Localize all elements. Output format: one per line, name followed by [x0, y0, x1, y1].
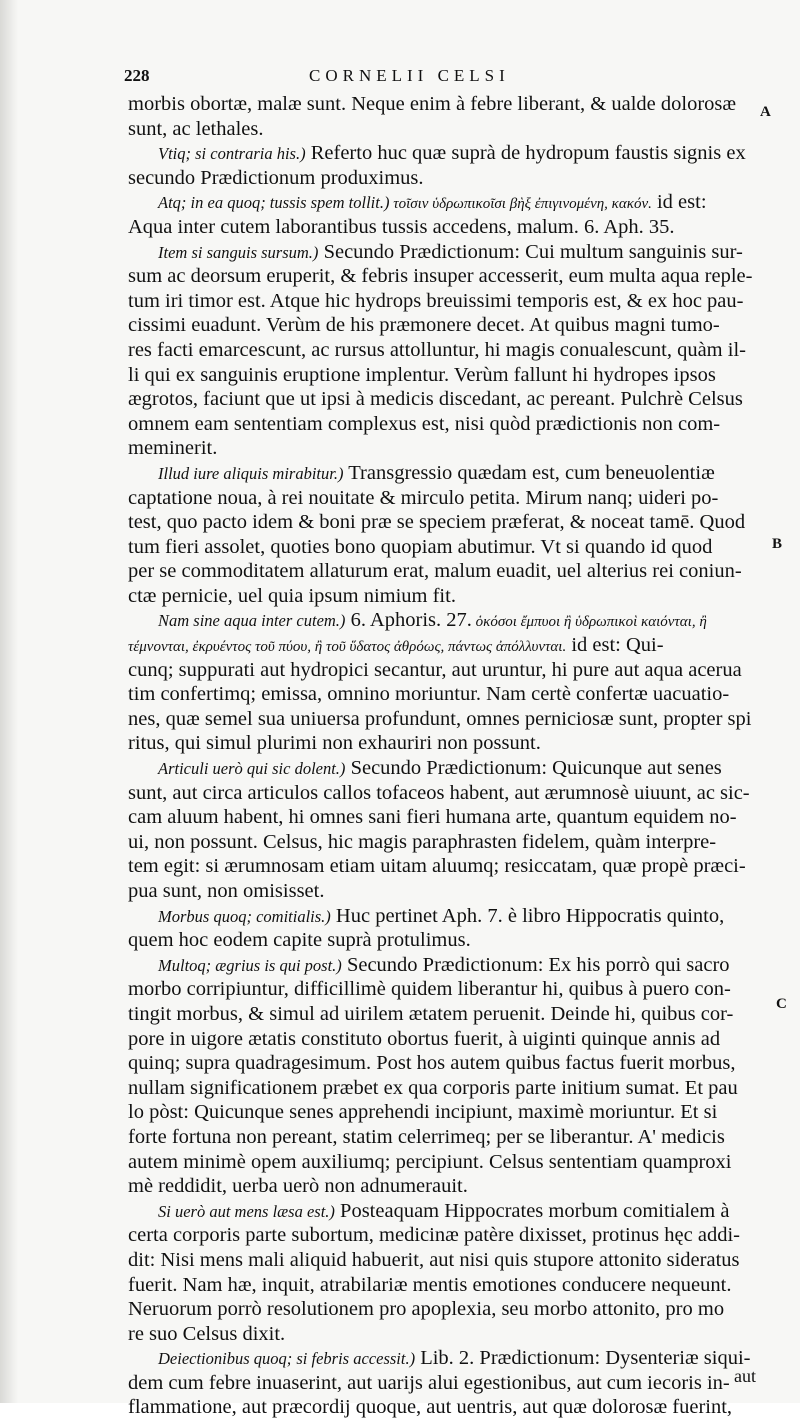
line-text: tum fieri assolet, quoties bono quopiam abutimur. Vt si quando id quod — [128, 535, 713, 558]
text-line — [128, 313, 768, 338]
line-text: test, quo pacto idem & boni præ se speciem præferat, & noceat tamē. Quod — [128, 511, 746, 534]
line-text: nullam significationem præbet ex qua corporis parte initium sumat. Et pau — [128, 1076, 738, 1099]
text-line — [128, 1223, 768, 1248]
line-text: ctæ pernicie, uel quia ipsum nimium fit. — [128, 584, 456, 607]
text-line — [128, 1395, 768, 1420]
page-number: 228 — [124, 66, 150, 85]
text-line — [128, 117, 768, 142]
paragraph — [128, 240, 768, 461]
line-text: mè reddidit, uerba uerò non adnumerauit. — [128, 1175, 468, 1198]
line-text: pua sunt, non omisisset. — [128, 880, 325, 902]
text-line — [128, 1150, 768, 1175]
text-line — [128, 1125, 768, 1150]
text-line — [128, 781, 768, 806]
paragraph — [128, 1346, 768, 1420]
text-line — [128, 1051, 768, 1076]
text-line — [128, 166, 768, 191]
lemma-heading: Si uerò aut mens læsa est.) — [158, 1201, 335, 1221]
text-line — [128, 363, 768, 388]
text-line — [128, 977, 768, 1002]
catchword: aut — [734, 1366, 756, 1386]
line-text: Aqua inter cutem laborantibus tussis accedens, malum. 6. Aph. 35. — [128, 215, 675, 238]
greek-quotation: ὁκόσοι ἔμπυοι ἢ ὑδρωπικοὶ καιόνται, ἢ — [471, 614, 707, 631]
line-text: ui, non possunt. Celsus, hic magis paraphrasten fidelem, quàm interpre- — [128, 830, 717, 853]
line-text: dem cum febre inuaserint, aut uarijs alui egestionibus, aut cum iecoris in- — [128, 1371, 730, 1394]
lemma-heading: Articuli uerò qui sic dolent.) — [158, 759, 346, 779]
text-line — [128, 928, 768, 953]
text-line — [128, 289, 768, 314]
text-line — [128, 1076, 768, 1101]
line-text: per se commoditatem allaturum erat, malum euadit, uel alterius rei coniun- — [128, 560, 742, 583]
text-line — [128, 535, 768, 560]
line-text: forte fortuna non pereant, statim celerrimeq; per se liberantur. A' medicis — [128, 1125, 725, 1148]
line-text: res facti emarcescunt, ac rursus attolluntur, hi magis conualescunt, quàm il- — [128, 338, 746, 361]
line-text: id est: — [651, 191, 707, 214]
line-text: cunq; suppurati aut hydropici secantur, aut uruntur, hi pure aut aqua acerua — [128, 658, 742, 681]
text-line — [128, 461, 768, 486]
line-text: Secundo Prædictionum: Quicunque aut senes — [345, 757, 722, 780]
lemma-heading: Vtiq; si contraria his.) — [158, 144, 306, 164]
running-title: CORNELII CELSI — [309, 66, 510, 85]
text-line — [128, 731, 768, 756]
margin-letter-c: C — [776, 996, 787, 1012]
line-text: tingit morbus, & simul ad uirilem ætatem peruenit. Deinde hi, quibus cor- — [128, 1002, 734, 1025]
line-text: Huc pertinet Aph. 7. è libro Hippocratis quinto, — [330, 904, 725, 927]
line-text: Secundo Prædictionum: Ex his porrò qui sacro — [341, 953, 730, 976]
text-line — [128, 1322, 768, 1347]
text-line — [128, 338, 768, 363]
text-line — [128, 1371, 768, 1396]
commentary-text-block — [128, 92, 768, 1420]
running-head — [124, 66, 764, 90]
text-line — [128, 92, 768, 117]
paragraph — [128, 92, 768, 141]
line-text: pore in uigore ætatis constituto obortus fuerit, à uiginti quinque annis ad — [128, 1027, 721, 1050]
margin-letter-b: B — [772, 536, 783, 552]
line-text: autem minimè opem auxiliumq; percipiunt. Celsus sententiam quamproxi — [128, 1150, 732, 1173]
line-text: Lib. 2. Prædictionum: Dysenteriæ siqui- — [415, 1347, 751, 1370]
text-line — [128, 805, 768, 830]
line-text: cam aluum habent, hi omnes sani fieri humana arte, quantum equidem no- — [128, 806, 737, 829]
text-line — [128, 953, 768, 978]
line-text: fuerit. Nam hæ, inquit, atrabilariæ mentis emotiones conducere nequeunt. — [128, 1273, 732, 1296]
text-line — [128, 633, 768, 658]
text-line — [128, 1273, 768, 1298]
lemma-heading: Morbus quoq; comitialis.) — [158, 906, 331, 926]
text-line — [128, 879, 768, 904]
lemma-heading: Nam sine aqua inter cutem.) — [158, 611, 346, 631]
greek-quotation: τέμνονται, ἐκρυέντος τοῦ πύου, ἢ τοῦ ὕδατος ἀθρόως, πάντως ἀπόλλυνται. — [128, 639, 567, 656]
text-line — [128, 756, 768, 781]
paragraph — [128, 904, 768, 953]
text-line — [128, 436, 768, 461]
paragraph — [128, 190, 768, 239]
text-line — [128, 1297, 768, 1322]
line-text: sunt, ac lethales. — [128, 117, 264, 140]
text-line — [128, 240, 768, 265]
line-text: Posteaquam Hippocrates morbum comitialem à — [334, 1199, 730, 1222]
page-gutter-shadow — [0, 0, 18, 1403]
line-text: 6. Aphoris. 27. — [345, 609, 472, 632]
line-text: Secundo Prædictionum: Cui multum sanguinis sur- — [318, 240, 743, 263]
line-text: tem egit: si ærumnosam etiam uitam aluumq; resiccatam, quæ propè præci- — [128, 855, 746, 878]
line-text: quem hoc eodem capite suprà protulimus. — [128, 929, 471, 952]
line-text: re suo Celsus dixit. — [128, 1322, 286, 1345]
greek-quotation: τοῖσιν ὑδρωπικοῖσι βὴξ ἐπιγινομένη, κακόν. — [389, 196, 652, 213]
lemma-heading: Item si sanguis sursum.) — [158, 242, 319, 262]
line-text: omnem eam sententiam complexus est, nisi quòd prædictionis non com- — [128, 412, 721, 435]
line-text: quinq; supra quadragesimum. Post hos autem quibus factus fuerit morbus, — [128, 1052, 736, 1075]
line-text: Neruorum porrò resolutionem pro apoplexia, seu morbo attonito, pro mo — [128, 1298, 725, 1321]
margin-letter-a: A — [760, 104, 771, 120]
text-line — [128, 510, 768, 535]
text-line — [128, 559, 768, 584]
line-text: li qui ex sanguinis eruptione implentur. Verùm fallunt hi hydropes ipsos — [128, 363, 716, 386]
text-line — [128, 584, 768, 609]
line-text: ritus, qui simul plurimi non exhauriri non possunt. — [128, 732, 541, 755]
text-line — [128, 608, 768, 633]
text-line — [128, 1174, 768, 1199]
lemma-heading: Atq; in ea quoq; tussis spem tollit.) — [158, 193, 390, 213]
line-text: sum ac deorsum eruperit, & febris insuper accesserit, eum multa aqua reple- — [128, 265, 753, 288]
line-text: captatione noua, à rei nouitate & mirculo petita. Mirum nanq; uideri po- — [128, 486, 719, 509]
line-text: meminerit. — [128, 437, 218, 460]
line-text: ægrotos, faciunt que ut ipsi à medicis discedant, ac pereant. Pulchrè Celsus — [128, 388, 743, 411]
paragraph — [128, 953, 768, 1199]
paragraph — [128, 1199, 768, 1347]
paragraph — [128, 756, 768, 904]
text-line — [128, 387, 768, 412]
text-line — [128, 682, 768, 707]
line-text: Referto huc quæ suprà de hydropum faustis signis ex — [305, 142, 746, 165]
text-line — [128, 1002, 768, 1027]
line-text: flammatione, aut præcordij quoque, aut uentris, aut quæ dolorosæ fuerint, — [128, 1396, 733, 1419]
text-line — [128, 486, 768, 511]
text-line — [128, 215, 768, 240]
line-text: Transgressio quædam est, cum beneuolentiæ — [343, 461, 715, 484]
paragraph — [128, 608, 768, 756]
line-text: sunt, aut circa articulos callos tofaceos habent, aut ærumnosè uiuunt, ac sic- — [128, 781, 750, 804]
line-text: cissimi euadunt. Verùm de his præmonere decet. At quibus magni tumo- — [128, 314, 720, 337]
line-text: tim confertimq; emissa, omnino moriuntur. Nam certè confertæ uacuatio- — [128, 683, 730, 706]
line-text: tum iri timor est. Atque hic hydrops breuissimi temporis est, & ex hoc pau- — [128, 289, 744, 312]
line-text: secundo Prædictionum produximus. — [128, 166, 424, 189]
text-line — [128, 190, 768, 215]
line-text: id est: Qui- — [566, 634, 664, 657]
text-line — [128, 707, 768, 732]
text-line — [128, 1100, 768, 1125]
text-line — [128, 141, 768, 166]
text-line — [128, 1199, 768, 1224]
text-line — [128, 412, 768, 437]
line-text: dit: Nisi mens mali aliquid habuerit, aut nisi quis stupore attonito sideratus — [128, 1248, 740, 1271]
line-text: morbis obortæ, malæ sunt. Neque enim à febre liberant, & ualde dolorosæ — [128, 93, 737, 115]
text-line — [128, 658, 768, 683]
line-text: certa corporis parte subortum, medicinæ patère dixisset, protinus hęc addi- — [128, 1224, 740, 1247]
lemma-heading: Deiectionibus quoq; si febris accessit.) — [158, 1349, 416, 1369]
line-text: morbo corripiuntur, difficillimè quidem liberantur hi, quibus à puero con- — [128, 978, 731, 1001]
paragraph — [128, 141, 768, 190]
lemma-heading: Illud iure aliquis mirabitur.) — [158, 463, 344, 483]
text-line — [128, 830, 768, 855]
text-line — [128, 854, 768, 879]
line-text: lo pòst: Quicunque senes apprehendi incipiunt, maximè moriuntur. Et si — [128, 1101, 718, 1124]
text-line — [128, 264, 768, 289]
text-line — [128, 904, 768, 929]
line-text: nes, quæ semel sua uniuersa profundunt, omnes perniciosæ sunt, propter spi — [128, 707, 752, 730]
paragraph — [128, 461, 768, 609]
text-line — [128, 1027, 768, 1052]
text-line — [128, 1346, 768, 1371]
lemma-heading: Multoq; ægrius is qui post.) — [158, 955, 342, 975]
text-line — [128, 1248, 768, 1273]
